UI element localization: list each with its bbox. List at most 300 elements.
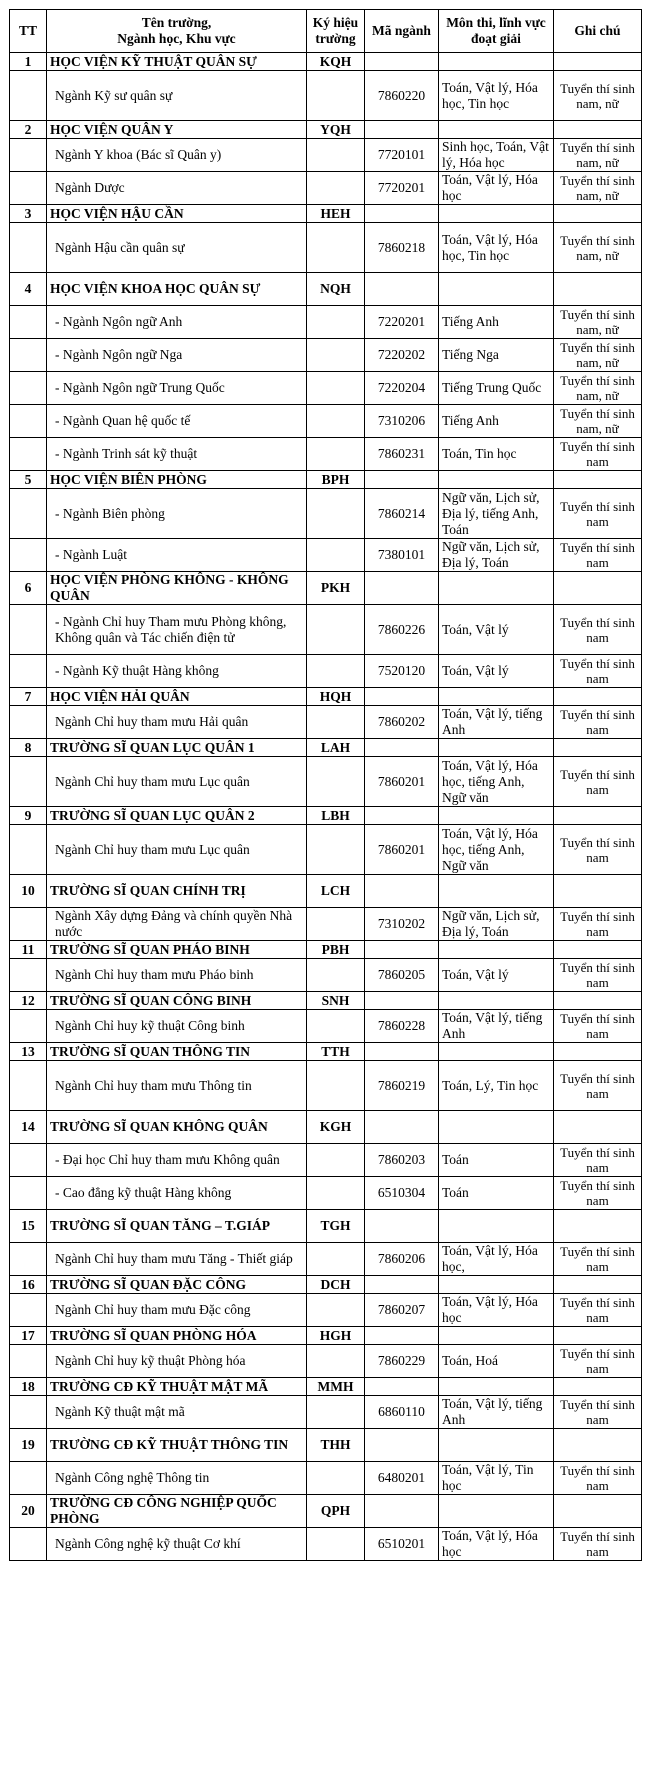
cell-name: Ngành Hậu cần quân sự <box>47 223 307 273</box>
cell-tt <box>10 1144 47 1177</box>
cell-tt <box>10 655 47 688</box>
cell-tt <box>10 489 47 539</box>
school-row <box>10 1210 642 1243</box>
cell-subjects <box>439 875 554 908</box>
cell-name: HỌC VIỆN KHOA HỌC QUÂN SỰ <box>47 273 307 306</box>
cell-name: TRƯỜNG CĐ KỸ THUẬT MẬT MÃ <box>47 1378 307 1396</box>
cell-code: 6480201 <box>365 1462 439 1495</box>
cell-tt: 16 <box>10 1276 47 1294</box>
cell-code <box>365 1276 439 1294</box>
major-row <box>10 1243 642 1276</box>
cell-note: Tuyển thí sinh nam, nữ <box>554 306 642 339</box>
school-row <box>10 941 642 959</box>
cell-subjects: Ngữ văn, Lịch sử, Địa lý, Toán <box>439 539 554 572</box>
school-row <box>10 739 642 757</box>
cell-subjects: Toán, Hoá <box>439 1345 554 1378</box>
major-row <box>10 1396 642 1429</box>
cell-symbol: DCH <box>307 1276 365 1294</box>
cell-code: 7220202 <box>365 339 439 372</box>
cell-tt: 7 <box>10 688 47 706</box>
cell-name: TRƯỜNG SĨ QUAN LỤC QUÂN 2 <box>47 807 307 825</box>
cell-name: Ngành Công nghệ Thông tin <box>47 1462 307 1495</box>
cell-tt <box>10 339 47 372</box>
cell-subjects <box>439 1378 554 1396</box>
cell-note: Tuyển thí sinh nam, nữ <box>554 139 642 172</box>
cell-name: HỌC VIỆN KỸ THUẬT QUÂN SỰ <box>47 53 307 71</box>
cell-note: Tuyển thí sinh nam <box>554 706 642 739</box>
cell-symbol <box>307 706 365 739</box>
major-row <box>10 1294 642 1327</box>
cell-tt: 10 <box>10 875 47 908</box>
cell-name: TRƯỜNG SĨ QUAN PHÁO BINH <box>47 941 307 959</box>
cell-subjects <box>439 941 554 959</box>
cell-symbol: HGH <box>307 1327 365 1345</box>
cell-note: Tuyển thí sinh nam <box>554 1010 642 1043</box>
cell-name: - Ngành Biên phòng <box>47 489 307 539</box>
cell-symbol <box>307 959 365 992</box>
cell-symbol: LCH <box>307 875 365 908</box>
cell-tt <box>10 825 47 875</box>
cell-note: Tuyển thí sinh nam <box>554 1177 642 1210</box>
cell-code <box>365 572 439 605</box>
cell-name: Ngành Công nghệ kỹ thuật Cơ khí <box>47 1528 307 1561</box>
cell-symbol <box>307 1528 365 1561</box>
cell-symbol <box>307 172 365 205</box>
cell-name: Ngành Xây dựng Đảng và chính quyền Nhà nước <box>47 908 307 941</box>
cell-symbol <box>307 825 365 875</box>
cell-symbol <box>307 223 365 273</box>
cell-name: - Ngành Chỉ huy Tham mưu Phòng không, Không quân và Tác chiến điện tử <box>47 605 307 655</box>
cell-symbol <box>307 1010 365 1043</box>
cell-note: Tuyển thí sinh nam, nữ <box>554 223 642 273</box>
cell-code <box>365 471 439 489</box>
cell-code <box>365 739 439 757</box>
cell-symbol <box>307 372 365 405</box>
cell-tt <box>10 71 47 121</box>
cell-tt <box>10 405 47 438</box>
cell-code: 7220204 <box>365 372 439 405</box>
cell-note: Tuyển thí sinh nam <box>554 1243 642 1276</box>
cell-symbol <box>307 71 365 121</box>
major-row <box>10 1462 642 1495</box>
cell-subjects <box>439 807 554 825</box>
cell-name: TRƯỜNG CĐ KỸ THUẬT THÔNG TIN <box>47 1429 307 1462</box>
cell-name: - Cao đẳng kỹ thuật Hàng không <box>47 1177 307 1210</box>
cell-symbol <box>307 489 365 539</box>
cell-subjects: Toán, Vật lý, Hóa học, tiếng Anh, Ngữ văn <box>439 757 554 807</box>
major-row <box>10 306 642 339</box>
cell-symbol <box>307 1177 365 1210</box>
cell-code: 7310202 <box>365 908 439 941</box>
major-row <box>10 1177 642 1210</box>
cell-name: - Ngành Kỹ thuật Hàng không <box>47 655 307 688</box>
cell-name: - Ngành Ngôn ngữ Anh <box>47 306 307 339</box>
cell-subjects: Toán <box>439 1144 554 1177</box>
cell-symbol: MMH <box>307 1378 365 1396</box>
cell-note: Tuyển thí sinh nam <box>554 539 642 572</box>
cell-symbol <box>307 655 365 688</box>
cell-symbol: LAH <box>307 739 365 757</box>
major-row <box>10 539 642 572</box>
cell-name: TRƯỜNG SĨ QUAN ĐẶC CÔNG <box>47 1276 307 1294</box>
cell-tt <box>10 1243 47 1276</box>
cell-name: TRƯỜNG CĐ CÔNG NGHIỆP QUỐC PHÒNG <box>47 1495 307 1528</box>
school-row <box>10 572 642 605</box>
cell-symbol <box>307 908 365 941</box>
cell-tt: 12 <box>10 992 47 1010</box>
cell-note: Tuyển thí sinh nam <box>554 1462 642 1495</box>
cell-name: Ngành Chỉ huy tham mưu Pháo binh <box>47 959 307 992</box>
cell-code: 7220201 <box>365 306 439 339</box>
cell-subjects <box>439 53 554 71</box>
cell-code <box>365 941 439 959</box>
school-row <box>10 688 642 706</box>
major-row <box>10 655 642 688</box>
cell-symbol <box>307 1462 365 1495</box>
cell-code: 7720201 <box>365 172 439 205</box>
cell-symbol <box>307 1396 365 1429</box>
table-body <box>10 53 642 1561</box>
cell-name: Ngành Kỹ thuật mật mã <box>47 1396 307 1429</box>
cell-tt: 5 <box>10 471 47 489</box>
cell-symbol <box>307 1345 365 1378</box>
cell-symbol <box>307 1061 365 1111</box>
cell-tt: 17 <box>10 1327 47 1345</box>
cell-note: Tuyển thí sinh nam <box>554 1528 642 1561</box>
cell-symbol: HQH <box>307 688 365 706</box>
cell-name: HỌC VIỆN HẢI QUÂN <box>47 688 307 706</box>
cell-code <box>365 1495 439 1528</box>
cell-note: Tuyển thí sinh nam <box>554 489 642 539</box>
major-row <box>10 405 642 438</box>
cell-code <box>365 121 439 139</box>
cell-symbol <box>307 1243 365 1276</box>
cell-subjects: Ngữ văn, Lịch sử, Địa lý, tiếng Anh, Toán <box>439 489 554 539</box>
cell-subjects <box>439 1043 554 1061</box>
major-row <box>10 959 642 992</box>
cell-tt: 4 <box>10 273 47 306</box>
cell-note <box>554 992 642 1010</box>
cell-code: 7860206 <box>365 1243 439 1276</box>
major-row <box>10 139 642 172</box>
major-row <box>10 438 642 471</box>
cell-note <box>554 1327 642 1345</box>
table-header-row <box>10 10 642 53</box>
cell-subjects: Tiếng Nga <box>439 339 554 372</box>
cell-subjects <box>439 205 554 223</box>
cell-code: 7860202 <box>365 706 439 739</box>
cell-code <box>365 273 439 306</box>
cell-name: Ngành Chỉ huy tham mưu Lục quân <box>47 825 307 875</box>
cell-subjects: Tiếng Trung Quốc <box>439 372 554 405</box>
cell-note <box>554 1111 642 1144</box>
cell-subjects: Toán, Vật lý <box>439 959 554 992</box>
cell-subjects: Toán, Vật lý, Tin học <box>439 1462 554 1495</box>
cell-tt <box>10 706 47 739</box>
major-row <box>10 825 642 875</box>
cell-subjects: Toán, Vật lý, Hóa học, tiếng Anh, Ngữ văn <box>439 825 554 875</box>
header-symbol: Ký hiệu trường <box>307 10 365 53</box>
cell-name: Ngành Dược <box>47 172 307 205</box>
cell-note: Tuyển thí sinh nam <box>554 1345 642 1378</box>
cell-note: Tuyển thí sinh nam, nữ <box>554 172 642 205</box>
cell-symbol <box>307 1144 365 1177</box>
cell-name: Ngành Chỉ huy kỹ thuật Công binh <box>47 1010 307 1043</box>
cell-name: HỌC VIỆN PHÒNG KHÔNG - KHÔNG QUÂN <box>47 572 307 605</box>
major-row <box>10 223 642 273</box>
school-row <box>10 1043 642 1061</box>
cell-tt <box>10 139 47 172</box>
cell-note <box>554 1495 642 1528</box>
cell-symbol: YQH <box>307 121 365 139</box>
cell-note: Tuyển thí sinh nam <box>554 438 642 471</box>
cell-code: 6860110 <box>365 1396 439 1429</box>
cell-code: 7860231 <box>365 438 439 471</box>
cell-tt <box>10 1061 47 1111</box>
cell-symbol: THH <box>307 1429 365 1462</box>
school-row <box>10 1111 642 1144</box>
header-subjects: Môn thi, lĩnh vực đoạt giải <box>439 10 554 53</box>
cell-note <box>554 1378 642 1396</box>
cell-subjects: Toán, Vật lý, Hóa học, <box>439 1243 554 1276</box>
cell-note <box>554 739 642 757</box>
cell-name: - Ngành Luật <box>47 539 307 572</box>
admission-table <box>9 9 642 1561</box>
cell-note <box>554 121 642 139</box>
major-row <box>10 172 642 205</box>
cell-note: Tuyển thí sinh nam, nữ <box>554 339 642 372</box>
cell-symbol: BPH <box>307 471 365 489</box>
cell-symbol: QPH <box>307 1495 365 1528</box>
cell-name: Ngành Kỹ sư quân sự <box>47 71 307 121</box>
school-row <box>10 121 642 139</box>
major-row <box>10 757 642 807</box>
cell-tt <box>10 1462 47 1495</box>
cell-code: 6510201 <box>365 1528 439 1561</box>
cell-subjects: Toán, Vật lý <box>439 605 554 655</box>
cell-symbol: SNH <box>307 992 365 1010</box>
cell-code <box>365 688 439 706</box>
cell-subjects: Toán, Vật lý, Hóa học <box>439 1528 554 1561</box>
cell-note: Tuyển thí sinh nam <box>554 825 642 875</box>
cell-subjects <box>439 739 554 757</box>
cell-tt <box>10 372 47 405</box>
cell-code: 7860219 <box>365 1061 439 1111</box>
cell-name: TRƯỜNG SĨ QUAN CÔNG BINH <box>47 992 307 1010</box>
cell-tt <box>10 1010 47 1043</box>
school-row <box>10 1327 642 1345</box>
cell-subjects <box>439 1495 554 1528</box>
major-row <box>10 1144 642 1177</box>
cell-note: Tuyển thí sinh nam <box>554 1061 642 1111</box>
cell-tt <box>10 438 47 471</box>
cell-symbol <box>307 405 365 438</box>
cell-tt: 20 <box>10 1495 47 1528</box>
school-row <box>10 471 642 489</box>
cell-code <box>365 1327 439 1345</box>
cell-note: Tuyển thí sinh nam, nữ <box>554 71 642 121</box>
cell-name: - Đại học Chỉ huy tham mưu Không quân <box>47 1144 307 1177</box>
cell-note <box>554 941 642 959</box>
school-row <box>10 53 642 71</box>
school-row <box>10 1276 642 1294</box>
cell-note <box>554 205 642 223</box>
cell-symbol: KQH <box>307 53 365 71</box>
cell-name: - Ngành Quan hệ quốc tế <box>47 405 307 438</box>
cell-tt <box>10 757 47 807</box>
major-row <box>10 1010 642 1043</box>
cell-note: Tuyển thí sinh nam, nữ <box>554 372 642 405</box>
cell-symbol <box>307 306 365 339</box>
cell-code: 7310206 <box>365 405 439 438</box>
cell-subjects <box>439 1327 554 1345</box>
cell-code: 7860201 <box>365 825 439 875</box>
cell-subjects <box>439 688 554 706</box>
cell-tt <box>10 959 47 992</box>
cell-name: Ngành Chỉ huy tham mưu Tăng - Thiết giáp <box>47 1243 307 1276</box>
cell-tt: 1 <box>10 53 47 71</box>
cell-name: HỌC VIỆN BIÊN PHÒNG <box>47 471 307 489</box>
cell-symbol: PBH <box>307 941 365 959</box>
header-name: Tên trường, Ngành học, Khu vực <box>47 10 307 53</box>
cell-subjects <box>439 1276 554 1294</box>
cell-tt <box>10 306 47 339</box>
cell-code <box>365 1043 439 1061</box>
cell-code: 7860229 <box>365 1345 439 1378</box>
cell-symbol <box>307 539 365 572</box>
cell-subjects: Toán <box>439 1177 554 1210</box>
cell-subjects: Tiếng Anh <box>439 306 554 339</box>
cell-note <box>554 1043 642 1061</box>
cell-tt <box>10 1528 47 1561</box>
cell-name: TRƯỜNG SĨ QUAN CHÍNH TRỊ <box>47 875 307 908</box>
cell-subjects <box>439 273 554 306</box>
cell-note: Tuyển thí sinh nam <box>554 605 642 655</box>
cell-tt <box>10 1294 47 1327</box>
cell-code <box>365 992 439 1010</box>
cell-tt: 9 <box>10 807 47 825</box>
school-row <box>10 1495 642 1528</box>
cell-note: Tuyển thí sinh nam <box>554 1396 642 1429</box>
cell-tt: 13 <box>10 1043 47 1061</box>
cell-code: 7720101 <box>365 139 439 172</box>
cell-subjects: Toán, Vật lý <box>439 655 554 688</box>
cell-note <box>554 875 642 908</box>
major-row <box>10 1345 642 1378</box>
major-row <box>10 706 642 739</box>
cell-note <box>554 471 642 489</box>
cell-code <box>365 875 439 908</box>
cell-code: 7860218 <box>365 223 439 273</box>
cell-code: 7380101 <box>365 539 439 572</box>
school-row <box>10 875 642 908</box>
cell-code: 7860201 <box>365 757 439 807</box>
cell-tt: 14 <box>10 1111 47 1144</box>
cell-note <box>554 572 642 605</box>
major-row <box>10 1061 642 1111</box>
cell-note <box>554 807 642 825</box>
cell-name: TRƯỜNG SĨ QUAN KHÔNG QUÂN <box>47 1111 307 1144</box>
cell-tt: 15 <box>10 1210 47 1243</box>
cell-subjects: Toán, Vật lý, tiếng Anh <box>439 706 554 739</box>
cell-tt: 18 <box>10 1378 47 1396</box>
cell-subjects <box>439 121 554 139</box>
major-row <box>10 1528 642 1561</box>
cell-name: TRƯỜNG SĨ QUAN THÔNG TIN <box>47 1043 307 1061</box>
cell-tt <box>10 605 47 655</box>
cell-note <box>554 53 642 71</box>
cell-tt <box>10 1177 47 1210</box>
major-row <box>10 489 642 539</box>
cell-note: Tuyển thí sinh nam <box>554 1144 642 1177</box>
cell-code: 7860214 <box>365 489 439 539</box>
cell-subjects <box>439 1210 554 1243</box>
cell-note: Tuyển thí sinh nam <box>554 655 642 688</box>
cell-subjects <box>439 572 554 605</box>
cell-tt: 3 <box>10 205 47 223</box>
cell-subjects: Toán, Vật lý, Hóa học <box>439 172 554 205</box>
cell-code: 7860220 <box>365 71 439 121</box>
cell-symbol <box>307 1294 365 1327</box>
cell-name: TRƯỜNG SĨ QUAN TĂNG – T.GIÁP <box>47 1210 307 1243</box>
cell-name: HỌC VIỆN QUÂN Y <box>47 121 307 139</box>
cell-tt <box>10 908 47 941</box>
cell-name: Ngành Chỉ huy tham mưu Thông tin <box>47 1061 307 1111</box>
cell-note <box>554 1429 642 1462</box>
cell-name: Ngành Chỉ huy kỹ thuật Phòng hóa <box>47 1345 307 1378</box>
cell-note: Tuyển thí sinh nam <box>554 959 642 992</box>
header-note: Ghi chú <box>554 10 642 53</box>
cell-code: 7520120 <box>365 655 439 688</box>
cell-subjects <box>439 1111 554 1144</box>
cell-tt <box>10 223 47 273</box>
cell-tt: 11 <box>10 941 47 959</box>
cell-code <box>365 807 439 825</box>
cell-subjects: Toán, Lý, Tin học <box>439 1061 554 1111</box>
cell-note <box>554 1210 642 1243</box>
cell-code <box>365 205 439 223</box>
cell-tt: 19 <box>10 1429 47 1462</box>
cell-symbol <box>307 139 365 172</box>
cell-code: 7860205 <box>365 959 439 992</box>
cell-symbol <box>307 605 365 655</box>
cell-name: HỌC VIỆN HẬU CẦN <box>47 205 307 223</box>
cell-symbol: LBH <box>307 807 365 825</box>
major-row <box>10 71 642 121</box>
cell-name: - Ngành Trinh sát kỹ thuật <box>47 438 307 471</box>
cell-code: 7860207 <box>365 1294 439 1327</box>
cell-tt <box>10 172 47 205</box>
cell-code: 6510304 <box>365 1177 439 1210</box>
cell-code <box>365 1378 439 1396</box>
cell-note: Tuyển thí sinh nam, nữ <box>554 405 642 438</box>
header-code: Mã ngành <box>365 10 439 53</box>
school-row <box>10 807 642 825</box>
cell-symbol: NQH <box>307 273 365 306</box>
cell-code: 7860226 <box>365 605 439 655</box>
cell-name: - Ngành Ngôn ngữ Trung Quốc <box>47 372 307 405</box>
cell-note: Tuyển thí sinh nam <box>554 908 642 941</box>
cell-tt: 8 <box>10 739 47 757</box>
cell-symbol <box>307 757 365 807</box>
cell-subjects <box>439 992 554 1010</box>
major-row <box>10 605 642 655</box>
cell-subjects: Tiếng Anh <box>439 405 554 438</box>
cell-code <box>365 1210 439 1243</box>
cell-subjects: Toán, Tin học <box>439 438 554 471</box>
cell-symbol: TGH <box>307 1210 365 1243</box>
cell-name: TRƯỜNG SĨ QUAN PHÒNG HÓA <box>47 1327 307 1345</box>
